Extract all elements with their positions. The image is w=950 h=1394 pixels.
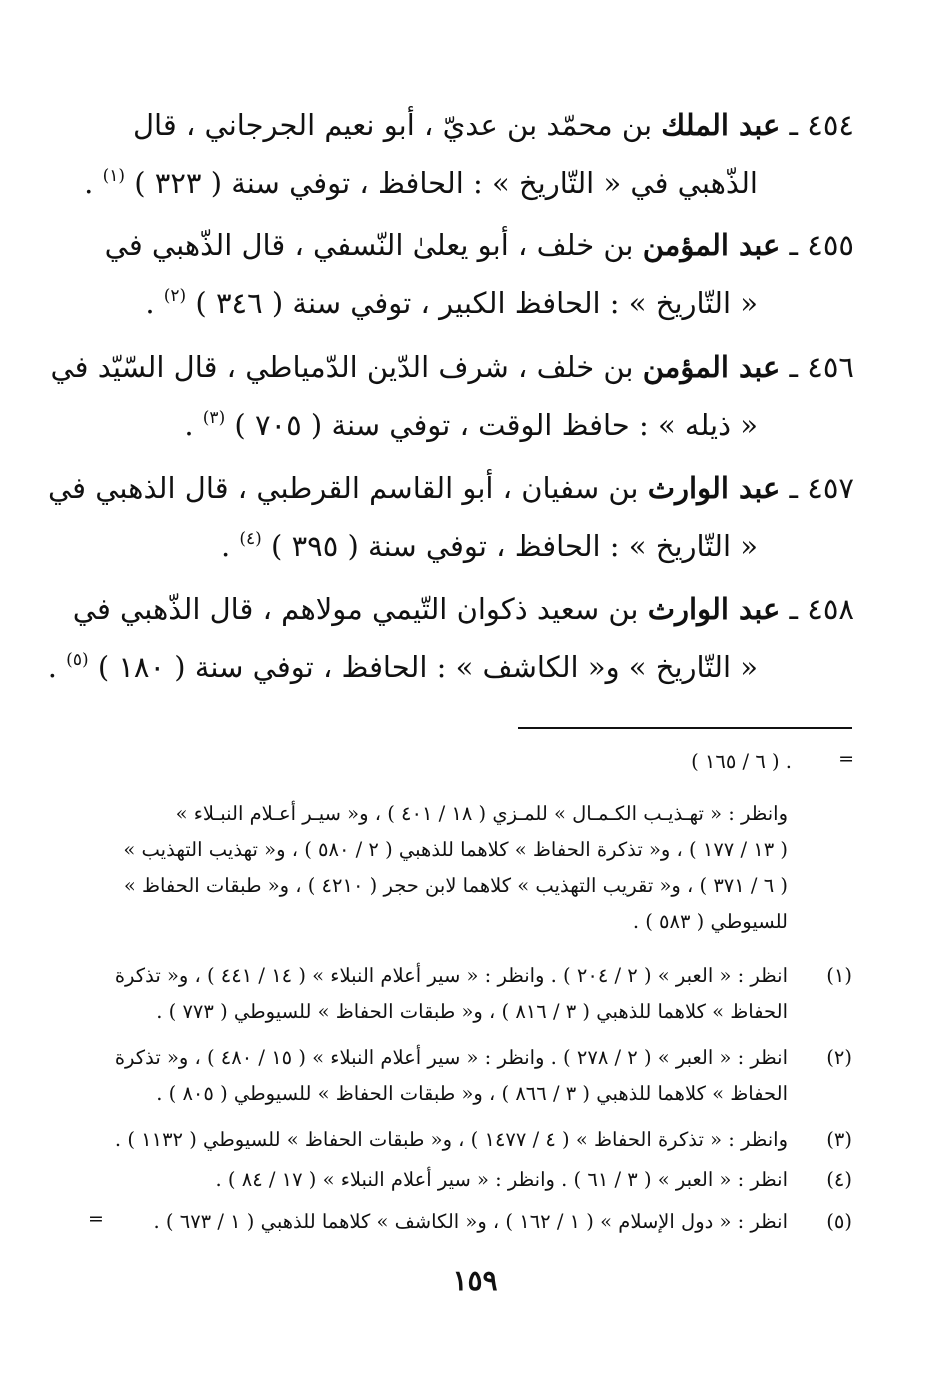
entry-457	[47, 459, 854, 575]
entry-line-1: ٤٥٦ ـ عبد المؤمن بن خلف ، شرف الدّين الدّمياطي ، قال السّيّد في	[50, 350, 854, 384]
footnote-number: (٢)	[826, 1046, 852, 1069]
entry-number: ٤٥٧	[807, 471, 854, 505]
entry-line-2	[102, 517, 854, 575]
entry-455	[102, 216, 854, 332]
entry-number: ٤٥٦	[807, 350, 854, 384]
entry-line-1: ٤٥٤ ـ عبد الملك بن محمّد بن عديّ ، أبو نعيم الجرجاني ، قال	[132, 108, 854, 142]
footnote-5	[92, 1204, 852, 1240]
footnote-body	[92, 958, 788, 1030]
entry-number: ٤٥٨	[807, 592, 854, 626]
footnote-line: انظر : « العبر » ( ٢ / ٢٠٤ ) . وانظر : « سير أعلام النبلاء » ( ١٤ / ٤٤١ ) ، و« تذكرة	[114, 964, 788, 987]
footnote-number: (١)	[826, 964, 852, 987]
entry-line-2	[102, 274, 854, 332]
entry-end: .	[220, 529, 240, 563]
footnote-line: وانظر : « تهـذيـب الكـمـال » للمـزي ( ١٨ / ٤٠١ ) ، و« سيـر أعـلام النبـلاء »	[175, 802, 788, 825]
entry-line-1: ٤٥٧ ـ عبد الوارث بن سفيان ، أبو القاسم القرطبي ، قال الذهبي في	[47, 471, 854, 505]
entry-number: ٤٥٥	[807, 228, 854, 262]
entry-text: بن محمّد بن عديّ ، أبو نعيم الجرجاني ، قال	[132, 108, 662, 142]
footnote-line: للسيوطي ( ٥٨٣ ) .	[632, 910, 788, 933]
entry-text: « التّاريخ » : الحافظ ، توفي سنة ( ٣٩٥ )	[271, 529, 758, 563]
entry-name: عبد المؤمن	[642, 350, 781, 384]
entry-end: .	[84, 166, 103, 200]
footnote-line: انظر : « دول الإسلام » ( ١ / ١٦٢ ) ، و« الكاشف » كلاهما للذهبي ( ١ / ٦٧٣ ) .	[153, 1210, 788, 1233]
continuation-mark: =	[838, 748, 854, 770]
footnote-ref[interactable]: (١)	[102, 166, 125, 186]
footnote-line: انظر : « العبر » ( ٢ / ٢٧٨ ) . وانظر : « سير أعلام النبلاء » ( ١٥ / ٤٨٠ ) ، و« تذكرة	[114, 1046, 788, 1069]
footnote-number: (٥)	[826, 1210, 852, 1233]
footnote-ref[interactable]: (٣)	[202, 408, 226, 428]
footnote-ref[interactable]: (٢)	[163, 286, 187, 306]
entry-text: بن سفيان ، أبو القاسم القرطبي ، قال الذهبي في	[47, 471, 648, 505]
footnote-4	[92, 1162, 852, 1198]
footnote-line: الحفاظ » كلاهما للذهبي ( ٣ / ٨١٦ ) ، و« طبقات الحفاظ » للسيوطي ( ٧٧٣ ) .	[156, 1000, 788, 1023]
footnote-body	[92, 796, 788, 940]
entry-name: عبد المؤمن	[642, 228, 781, 262]
footnote-body	[92, 1040, 788, 1112]
footnote-number: (٣)	[826, 1128, 852, 1151]
entry-end: .	[184, 408, 203, 442]
footnote-1	[92, 958, 852, 1032]
entry-name: عبد الوارث	[647, 592, 781, 626]
footnote-ref[interactable]: (٥)	[66, 650, 89, 670]
footnote-ref[interactable]: (٤)	[239, 529, 262, 549]
footnote-continuation-first	[592, 744, 792, 780]
page-number: ١٥٩	[452, 1264, 498, 1297]
footnote-line: انظر : « العبر » ( ٣ / ٦١ ) . وانظر : « سير أعلام النبلاء » ( ١٧ / ٨٤ ) .	[215, 1168, 788, 1191]
footnote-body	[92, 1122, 788, 1158]
footnote-3	[92, 1122, 852, 1158]
entry-line-2	[84, 154, 854, 212]
entry-line-1: ٤٥٥ ـ عبد المؤمن بن خلف ، أبو يعلىٰ النّسفي ، قال الذّهبي في	[104, 228, 854, 262]
footnote-continuation	[92, 796, 852, 946]
footnote-line: وانظر : « تذكرة الحفاظ » ( ٤ / ١٤٧٧ ) ، و« طبقات الحفاظ » للسيوطي ( ١١٣٢ ) .	[114, 1128, 788, 1151]
entry-line-1: ٤٥٨ ـ عبد الوارث بن سعيد ذكوان التّيمي مولاهم ، قال الذّهبي في	[72, 592, 854, 626]
entry-text: الذّهبي في « التّاريخ » : الحافظ ، توفي سنة ( ٣٢٣ )	[134, 166, 758, 200]
entry-text: « التّاريخ » و« الكاشف » : الحافظ ، توفي سنة ( ١٨٠ )	[97, 650, 758, 684]
entry-end: .	[145, 286, 164, 320]
entry-name: عبد الملك	[661, 108, 781, 142]
entry-text: بن سعيد ذكوان التّيمي مولاهم ، قال الذّهبي في	[72, 592, 648, 626]
entry-number: ٤٥٤	[807, 108, 854, 142]
entry-name: عبد الوارث	[647, 471, 781, 505]
entry-line-2	[47, 638, 854, 696]
entry-text: بن خلف ، أبو يعلىٰ النّسفي ، قال الذّهبي في	[104, 228, 643, 262]
footnote-separator	[518, 727, 852, 729]
entry-text: « التّاريخ » : الحافظ الكبير ، توفي سنة ( ٣٤٦ )	[195, 286, 758, 320]
footnote-number: (٤)	[826, 1168, 852, 1191]
entry-end: .	[47, 650, 67, 684]
footnote-body	[92, 1204, 788, 1240]
footnote-body	[92, 1162, 788, 1198]
continuation-mark-end: =	[88, 1208, 104, 1230]
entry-text: بن خلف ، شرف الدّين الدّمياطي ، قال السّيّد في	[50, 350, 643, 384]
entry-line-2	[102, 396, 854, 454]
footnote-text: . ( ٦ / ١٦٥ )	[691, 750, 792, 773]
entry-456	[50, 338, 854, 454]
entry-text: « ذيله » : حافظ الوقت ، توفي سنة ( ٧٠٥ )	[234, 408, 758, 442]
footnote-line: ( ٦ / ٣٧١ ) ، و« تقريب التهذيب » كلاهما لابن حجر ( ٤٢١٠ ) ، و« طبقات الحفاظ »	[123, 874, 788, 897]
footnote-line: ( ١٣ / ١٧٧ ) ، و« تذكرة الحفاظ » كلاهما للذهبي ( ٢ / ٥٨٠ ) ، و« تهذيب التهذيب »	[123, 838, 788, 861]
footnote-2	[92, 1040, 852, 1114]
entry-458	[47, 580, 854, 696]
footnote-line: الحفاظ » كلاهما للذهبي ( ٣ / ٨٦٦ ) ، و« طبقات الحفاظ » للسيوطي ( ٨٠٥ ) .	[156, 1082, 788, 1105]
entry-454	[84, 96, 854, 212]
